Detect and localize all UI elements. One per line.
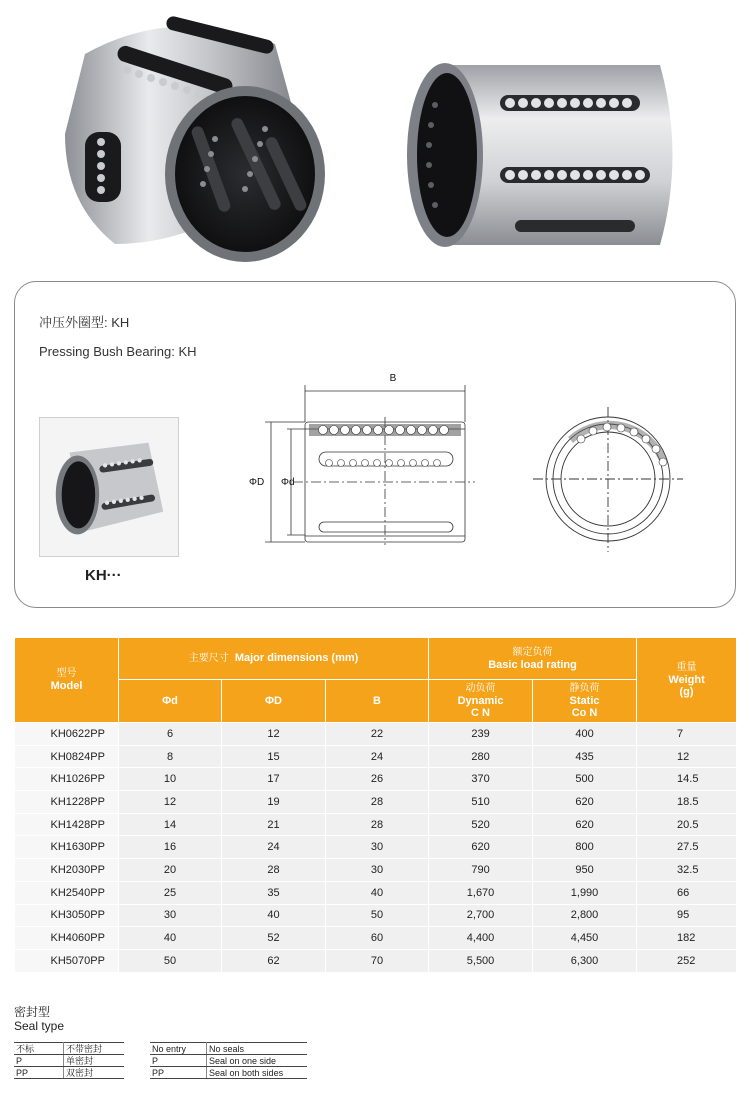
table-row bbox=[15, 904, 737, 927]
cell-inner-diameter: 10 bbox=[119, 768, 222, 791]
cell-static-load: 620 bbox=[533, 813, 637, 836]
header-inner-diameter: Φd bbox=[119, 680, 222, 723]
cell-outer-diameter: 12 bbox=[222, 723, 326, 746]
side-view-drawing bbox=[243, 367, 483, 547]
cell-weight: 14.5 bbox=[637, 768, 737, 791]
cell-outer-diameter: 15 bbox=[222, 745, 326, 768]
cell-inner-diameter: 40 bbox=[119, 927, 222, 950]
cell-dynamic-load: 280 bbox=[429, 745, 533, 768]
bearing-thumbnail bbox=[39, 417, 179, 557]
cell-outer-diameter: 24 bbox=[222, 836, 326, 859]
cell-static-load: 800 bbox=[533, 836, 637, 859]
seal-cn-code: PP bbox=[14, 1067, 64, 1079]
seal-en-code: No entry bbox=[150, 1043, 207, 1055]
seal-en-row bbox=[150, 1043, 307, 1055]
seal-en-row bbox=[150, 1067, 307, 1079]
table-row bbox=[15, 723, 737, 746]
seal-cn-description: 单密封 bbox=[64, 1055, 125, 1067]
cell-inner-diameter: 25 bbox=[119, 881, 222, 904]
cell-static-load: 620 bbox=[533, 791, 637, 814]
cell-length: 40 bbox=[326, 881, 429, 904]
thumbnail-label: KH··· bbox=[85, 567, 122, 584]
dimension-label-outer-diameter: ΦD bbox=[249, 477, 265, 488]
cell-inner-diameter: 50 bbox=[119, 949, 222, 972]
cell-outer-diameter: 40 bbox=[222, 904, 326, 927]
cell-outer-diameter: 17 bbox=[222, 768, 326, 791]
dimension-label-B: B bbox=[389, 373, 397, 384]
cell-dynamic-load: 2,700 bbox=[429, 904, 533, 927]
cell-weight: 27.5 bbox=[637, 836, 737, 859]
cell-weight: 12 bbox=[637, 745, 737, 768]
header-major-dimensions: 主要尺寸 Major dimensions (mm) bbox=[119, 638, 429, 680]
cell-outer-diameter: 28 bbox=[222, 859, 326, 882]
cell-weight: 66 bbox=[637, 881, 737, 904]
spec-table bbox=[14, 637, 737, 973]
seal-cn-description: 双密封 bbox=[64, 1067, 125, 1079]
cell-model: KH4060PP bbox=[15, 927, 119, 950]
end-view-drawing bbox=[533, 407, 683, 557]
seal-type-title-en: Seal type bbox=[14, 1019, 65, 1033]
seal-cn-code: P bbox=[14, 1055, 64, 1067]
cell-length: 50 bbox=[326, 904, 429, 927]
cell-static-load: 4,450 bbox=[533, 927, 637, 950]
bearing-type-en: Pressing Bush Bearing: KH bbox=[39, 344, 197, 359]
cell-static-load: 1,990 bbox=[533, 881, 637, 904]
cell-dynamic-load: 4,400 bbox=[429, 927, 533, 950]
cell-model: KH1026PP bbox=[15, 768, 119, 791]
cell-length: 28 bbox=[326, 813, 429, 836]
cell-static-load: 400 bbox=[533, 723, 637, 746]
cell-length: 22 bbox=[326, 723, 429, 746]
bearing-photo-side bbox=[405, 55, 687, 255]
cell-dynamic-load: 370 bbox=[429, 768, 533, 791]
seal-cn-description: 不带密封 bbox=[64, 1043, 125, 1055]
table-row bbox=[15, 813, 737, 836]
table-row bbox=[15, 881, 737, 904]
cell-weight: 32.5 bbox=[637, 859, 737, 882]
cell-dynamic-load: 239 bbox=[429, 723, 533, 746]
cell-weight: 20.5 bbox=[637, 813, 737, 836]
seal-type-title-cn: 密封型 bbox=[14, 1005, 51, 1019]
cell-length: 26 bbox=[326, 768, 429, 791]
cell-weight: 182 bbox=[637, 927, 737, 950]
cell-dynamic-load: 1,670 bbox=[429, 881, 533, 904]
cell-dynamic-load: 510 bbox=[429, 791, 533, 814]
cell-model: KH1228PP bbox=[15, 791, 119, 814]
header-model: 型号 Model bbox=[15, 638, 119, 723]
seal-en-description: Seal on both sides bbox=[207, 1067, 307, 1079]
cell-outer-diameter: 62 bbox=[222, 949, 326, 972]
cell-outer-diameter: 35 bbox=[222, 881, 326, 904]
seal-en-code: PP bbox=[150, 1067, 207, 1079]
cell-length: 60 bbox=[326, 927, 429, 950]
header-static-load: 静负荷 Static Co N bbox=[533, 680, 637, 723]
cell-dynamic-load: 790 bbox=[429, 859, 533, 882]
table-row bbox=[15, 768, 737, 791]
header-weight: 重量 Weight (g) bbox=[637, 638, 737, 723]
table-row bbox=[15, 791, 737, 814]
header-load-rating: 额定负荷 Basic load rating bbox=[429, 638, 637, 680]
cell-length: 70 bbox=[326, 949, 429, 972]
cell-static-load: 500 bbox=[533, 768, 637, 791]
table-row bbox=[15, 745, 737, 768]
bearing-photo-angled bbox=[55, 14, 335, 264]
header-outer-diameter: ΦD bbox=[222, 680, 326, 723]
cell-inner-diameter: 16 bbox=[119, 836, 222, 859]
seal-type-table-cn bbox=[14, 1042, 124, 1079]
cell-static-load: 950 bbox=[533, 859, 637, 882]
cell-model: KH0824PP bbox=[15, 745, 119, 768]
seal-cn-row bbox=[14, 1043, 124, 1055]
cell-static-load: 435 bbox=[533, 745, 637, 768]
cell-length: 24 bbox=[326, 745, 429, 768]
cell-inner-diameter: 12 bbox=[119, 791, 222, 814]
table-row bbox=[15, 949, 737, 972]
table-row bbox=[15, 927, 737, 950]
seal-cn-code: 不标 bbox=[14, 1043, 64, 1055]
bearing-info-panel bbox=[14, 281, 736, 608]
cell-inner-diameter: 30 bbox=[119, 904, 222, 927]
seal-en-row bbox=[150, 1055, 307, 1067]
cell-outer-diameter: 52 bbox=[222, 927, 326, 950]
seal-cn-row bbox=[14, 1067, 124, 1079]
cell-model: KH1428PP bbox=[15, 813, 119, 836]
cell-model: KH0622PP bbox=[15, 723, 119, 746]
cell-dynamic-load: 520 bbox=[429, 813, 533, 836]
cell-inner-diameter: 6 bbox=[119, 723, 222, 746]
seal-en-description: Seal on one side bbox=[207, 1055, 307, 1067]
cell-inner-diameter: 14 bbox=[119, 813, 222, 836]
dimension-label-inner-diameter: Φd bbox=[281, 477, 295, 488]
cell-weight: 18.5 bbox=[637, 791, 737, 814]
cell-dynamic-load: 5,500 bbox=[429, 949, 533, 972]
cell-dynamic-load: 620 bbox=[429, 836, 533, 859]
cell-length: 28 bbox=[326, 791, 429, 814]
seal-en-code: P bbox=[150, 1055, 207, 1067]
spec-table-container bbox=[14, 637, 736, 973]
header-dynamic-load: 动负荷 Dynamic C N bbox=[429, 680, 533, 723]
seal-cn-row bbox=[14, 1055, 124, 1067]
cell-static-load: 6,300 bbox=[533, 949, 637, 972]
cell-length: 30 bbox=[326, 859, 429, 882]
table-row bbox=[15, 859, 737, 882]
cell-model: KH2540PP bbox=[15, 881, 119, 904]
bearing-type-cn: 冲压外圈型: KH bbox=[39, 315, 130, 330]
cell-model: KH3050PP bbox=[15, 904, 119, 927]
cell-weight: 95 bbox=[637, 904, 737, 927]
cell-weight: 7 bbox=[637, 723, 737, 746]
cell-static-load: 2,800 bbox=[533, 904, 637, 927]
cell-outer-diameter: 21 bbox=[222, 813, 326, 836]
cell-weight: 252 bbox=[637, 949, 737, 972]
cell-model: KH5070PP bbox=[15, 949, 119, 972]
cell-inner-diameter: 8 bbox=[119, 745, 222, 768]
cell-outer-diameter: 19 bbox=[222, 791, 326, 814]
cell-model: KH1630PP bbox=[15, 836, 119, 859]
seal-type-table-en bbox=[150, 1042, 307, 1079]
table-row bbox=[15, 836, 737, 859]
cell-model: KH2030PP bbox=[15, 859, 119, 882]
header-length: B bbox=[326, 680, 429, 723]
seal-en-description: No seals bbox=[207, 1043, 307, 1055]
cell-length: 30 bbox=[326, 836, 429, 859]
cell-inner-diameter: 20 bbox=[119, 859, 222, 882]
